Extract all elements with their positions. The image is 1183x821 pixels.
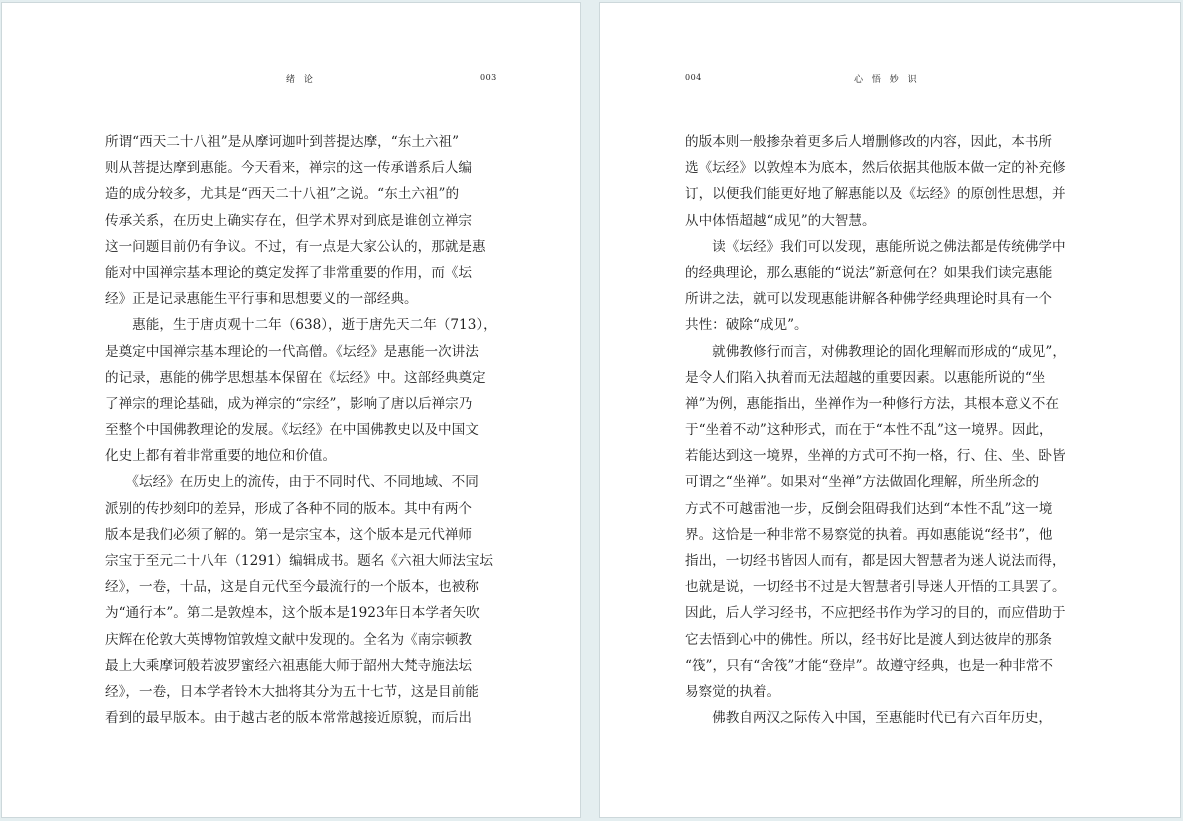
text-line: 的经典理论，那么惠能的“说法”新意何在？如果我们读完惠能 [685, 264, 1053, 281]
text-line: 派别的传抄刻印的差异，形成了各种不同的版本。其中有两个 [105, 500, 473, 517]
text-line: 于“坐着不动”这种形式，而在于“本性不乱”这一境界。因此， [685, 422, 1053, 439]
text-line: 若能达到这一境界，坐禅的方式可不拘一格，行、住、坐、卧皆 [685, 448, 1066, 465]
text-line: 经》，一卷，日本学者铃木大拙将其分为五十七节，这是目前能 [105, 683, 479, 700]
running-head: 绪 论 [286, 75, 316, 85]
text-line: 佛教自两汉之际传入中国，至惠能时代已有六百年历史， [685, 710, 1053, 727]
text-line: 界。这恰是一种非常不易察觉的执着。再如惠能说“经书”，他 [685, 526, 1053, 543]
text-line: 至整个中国佛教理论的发展。《坛经》在中国佛教史以及中国文 [105, 422, 479, 439]
text-line: 惠能，生于唐贞观十二年（638），逝于唐先天二年（713）， [105, 317, 497, 334]
body-text [105, 129, 501, 731]
text-line: 从中体悟超越“成见”的大智慧。 [685, 212, 876, 229]
text-line: 能对中国禅宗基本理论的奠定发挥了非常重要的作用，而《坛 [105, 264, 473, 281]
text-line: 它去悟到心中的佛性。所以，经书好比是渡人到达彼岸的那条 [685, 631, 1053, 648]
text-line: 就佛教修行而言，对佛教理论的固化理解而形成的“成见”， [685, 343, 1066, 360]
text-line: 版本是我们必须了解的。第一是宗宝本，这个版本是元代禅师 [105, 526, 473, 543]
right-page [599, 2, 1181, 818]
text-line: 所讲之法，就可以发现惠能讲解各种佛学经典理论时具有一个 [685, 291, 1053, 308]
text-line: 禅”为例，惠能指出，坐禅作为一种修行方法，其根本意义不在 [685, 395, 1059, 412]
text-line: 选《坛经》以敦煌本为底本，然后依据其他版本做一定的补充修 [685, 160, 1066, 177]
text-line: 了禅宗的理论基础，成为禅宗的“宗经”，影响了唐以后禅宗乃 [105, 395, 473, 412]
text-line: 可谓之“坐禅”。如果对“坐禅”方法做固化理解，所坐所念的 [685, 474, 1040, 491]
text-line: 则从菩提达摩到惠能。今天看来，禅宗的这一传承谱系后人编 [105, 160, 473, 177]
text-line: 这一问题目前仍有争议。不过，有一点是大家公认的，那就是惠 [105, 238, 486, 255]
text-line: 经》正是记录惠能生平行事和思想要义的一部经典。 [105, 291, 418, 308]
text-line: 因此，后人学习经书，不应把经书作为学习的目的，而应借助于 [685, 605, 1066, 622]
page-number: 004 [685, 73, 702, 82]
text-line: 也就是说，一切经书不过是大智慧者引导迷人开悟的工具罢了。 [685, 579, 1066, 596]
text-line: 所谓“西天二十八祖”是从摩诃迦叶到菩提达摩，“东土六祖” [105, 134, 460, 150]
text-line: 庆辉在伦敦大英博物馆敦煌文献中发现的。全名为《南宗顿教 [105, 631, 473, 648]
text-line: 化史上都有着非常重要的地位和价值。 [105, 448, 337, 465]
text-line: 方式不可越雷池一步，反倒会阻碍我们达到“本性不乱”这一境 [685, 500, 1053, 517]
text-line: 看到的最早版本。由于越古老的版本常常越接近原貌，而后出 [105, 710, 473, 727]
text-line: 最上大乘摩诃般若波罗蜜经六祖惠能大师于韶州大梵寺施法坛 [105, 657, 473, 674]
text-line: 的版本则一般掺杂着更多后人增删修改的内容，因此，本书所 [685, 134, 1053, 150]
body-text [685, 129, 1077, 731]
text-line: 经》，一卷，十品，这是自元代至今最流行的一个版本，也被称 [105, 579, 479, 596]
text-line: “筏”，只有“舍筏”才能“登岸”。故遵守经典，也是一种非常不 [685, 657, 1053, 674]
text-line: 传承关系，在历史上确实存在，但学术界对到底是谁创立禅宗 [105, 212, 473, 229]
left-page [1, 2, 581, 818]
text-line: 是奠定中国禅宗基本理论的一代高僧。《坛经》是惠能一次讲法 [105, 343, 479, 360]
text-line: 共性：破除“成见”。 [685, 317, 808, 334]
text-line: 指出，一切经书皆因人而有，都是因大智慧者为迷人说法而得， [685, 553, 1066, 569]
page-number: 003 [480, 73, 497, 82]
text-line: 是令人们陷入执着而无法超越的重要因素。以惠能所说的“坐 [685, 369, 1046, 386]
text-line: 的记录，惠能的佛学思想基本保留在《坛经》中。这部经典奠定 [105, 369, 486, 386]
text-line: 《坛经》在历史上的流传，由于不同时代、不同地域、不同 [105, 474, 479, 491]
text-line: 为“通行本”。第二是敦煌本，这个版本是1923年日本学者矢吹 [105, 605, 480, 622]
text-line: 造的成分较多，尤其是“西天二十八祖”之说。“东土六祖”的 [105, 186, 460, 203]
running-head: 心 悟 妙 识 [854, 75, 920, 85]
text-line: 读《坛经》我们可以发现，惠能所说之佛法都是传统佛学中 [685, 238, 1066, 255]
text-line: 订，以便我们能更好地了解惠能以及《坛经》的原创性思想，并 [685, 186, 1066, 203]
text-line: 易察觉的执着。 [685, 683, 781, 700]
text-line: 宗宝于至元二十八年（1291）编辑成书。题名《六祖大师法宝坛 [105, 553, 494, 569]
